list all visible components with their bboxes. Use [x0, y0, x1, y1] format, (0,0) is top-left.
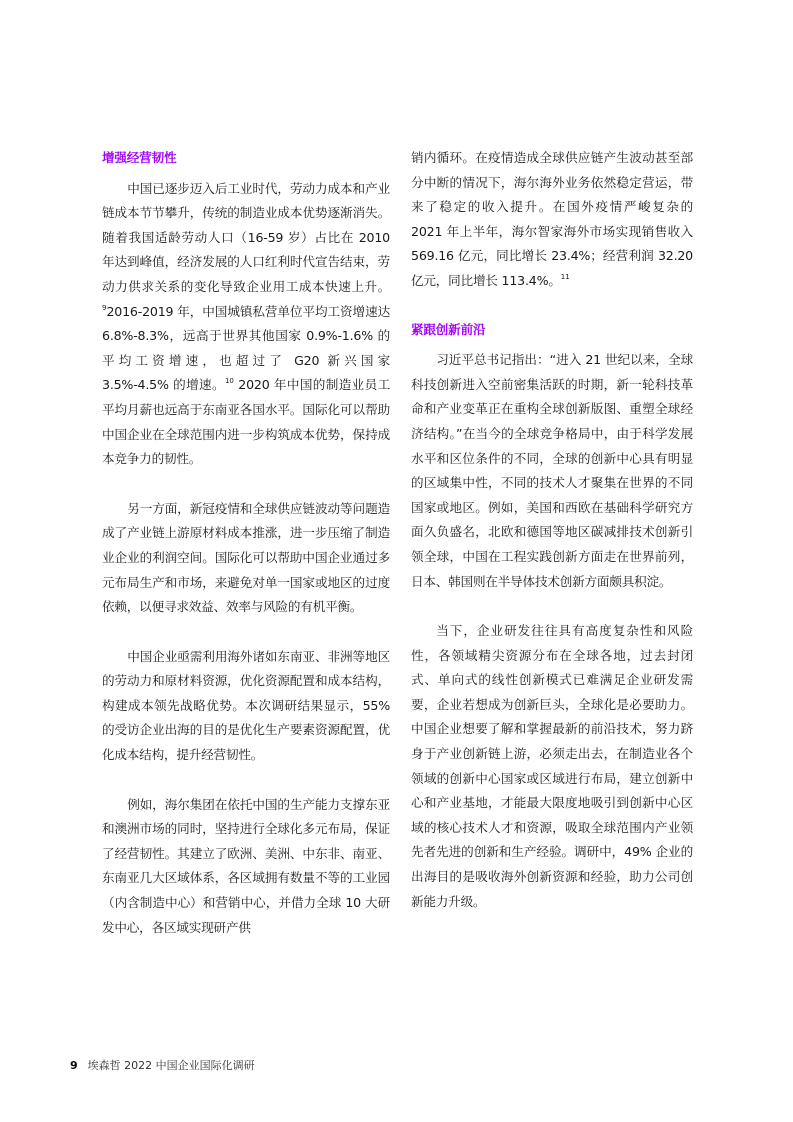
report-title: 埃森哲 2022 中国企业国际化调研	[87, 1059, 255, 1072]
paragraph: 例如，海尔集团在依托中国的生产能力支撑东亚和澳洲市场的同时，坚持进行全球化多元布局，保证了经营韧性。其建立了欧洲、美洲、中东非、南亚、东南亚几大区域体系，各区域拥有数量不等的工业园（内含制造中心）和营销中心，并借力全球 10 大研发中心，各区域实现研产供	[102, 796, 390, 935]
paragraph: 另一方面，新冠疫情和全球供应链波动等问题造成了产业链上游原材料成本推涨，进一步压缩了制造业企业的利润空间。国际化可以帮助中国企业通过多元布局生产和市场，来避免对单一国家或地区的过度依赖，以便寻求效益、效率与风险的有机平衡。	[102, 500, 390, 615]
section-heading-innovation: 紧跟创新前沿	[411, 321, 486, 337]
right-column	[411, 146, 693, 914]
paragraph	[411, 146, 693, 294]
paragraph-text: 2016-2019 年，中国城镇私营单位平均工资增速达 6.8%-8.3%，远高于世界其他国家 0.9%-1.6% 的平均工资增速，也超过了 G20 新兴国家 3.5%-4.5% 的增速。	[102, 303, 390, 393]
section-heading-resilience: 增强经营韧性	[102, 150, 177, 165]
paragraph-text: 2020 年中国的制造业员工平均月薪也远高于东南亚各国水平。国际化可以帮助中国企业在全球范围内进一步构筑成本优势，保持成本竞争力的韧性。	[102, 377, 390, 467]
page-number: 9	[70, 1059, 78, 1072]
paragraph: 中国企业亟需利用海外诸如东南亚、非洲等地区的劳动力和原材料资源，优化资源配置和成本结构，构建成本领先战略优势。本次调研结果显示，55% 的受访企业出海的目的是优化生产要素资源配置，优化成本结构，提升经营韧性。	[102, 648, 390, 763]
page-footer	[70, 1057, 255, 1073]
paragraph: 习近平总书记指出：“进入 21 世纪以来，全球科技创新进入空前密集活跃的时期，新一轮科技革命和产业变革正在重构全球创新版图、重塑全球经济结构。”在当今的全球竞争格局中，由于科学发展水平和区位条件的不同，全球的创新中心具有明显的区域集中性，不同的技术人才聚集在世界的不同国家或地区。例如，美国和西欧在基础科学研究方面久负盛名，北欧和德国等地区碳减排技术创新引领全球，中国在工程实践创新方面走在世界前列，日本、韩国则在半导体技术创新方面颇具积淀。	[411, 352, 693, 589]
paragraph	[102, 177, 390, 472]
footnote-ref: 11	[560, 272, 570, 281]
left-column	[102, 146, 390, 940]
paragraph-text: 销内循环。在疫情造成全球供应链产生波动甚至部分中断的情况下，海尔海外业务依然稳定营运，带来了稳定的收入提升。在国外疫情严峻复杂的 2021 年上半年，海尔智家海外市场实现销售收入 569.16 亿元，同比增长 23.4%；经营利润 32.20 亿元，同比增长 113.4%。	[411, 150, 693, 288]
footnote-ref: 10	[224, 377, 234, 386]
paragraph: 当下，企业研发往往具有高度复杂性和风险性，各领域精尖资源分布在全球各地，过去封闭式、单向式的线性创新模式已难满足企业研发需要，企业若想成为创新巨头，全球化是必要助力。中国企业想要了解和掌握最新的前沿技术，努力跻身于产业创新链上游，必须走出去，在制造业各个领域的创新中心国家或区域进行布局，建立创新中心和产业基地，才能最大限度地吸引到创新中心区域的核心技术人才和资源，吸取全球范围内产业领先者先进的创新和生产经验。调研中，49% 企业的出海目的是吸收海外创新资源和经验，助力公司创新能力升级。	[411, 623, 693, 909]
footnote-ref: 9	[102, 303, 107, 312]
paragraph-text: 中国已逐步迈入后工业时代，劳动力成本和产业链成本节节攀升，传统的制造业成本优势逐渐消失。随着我国适龄劳动人口（16-59 岁）占比在 2010 年达到峰值，经济发展的人口红利时代宣告结束，劳动力供求关系的变化导致企业用工成本快速上升。	[102, 180, 390, 294]
